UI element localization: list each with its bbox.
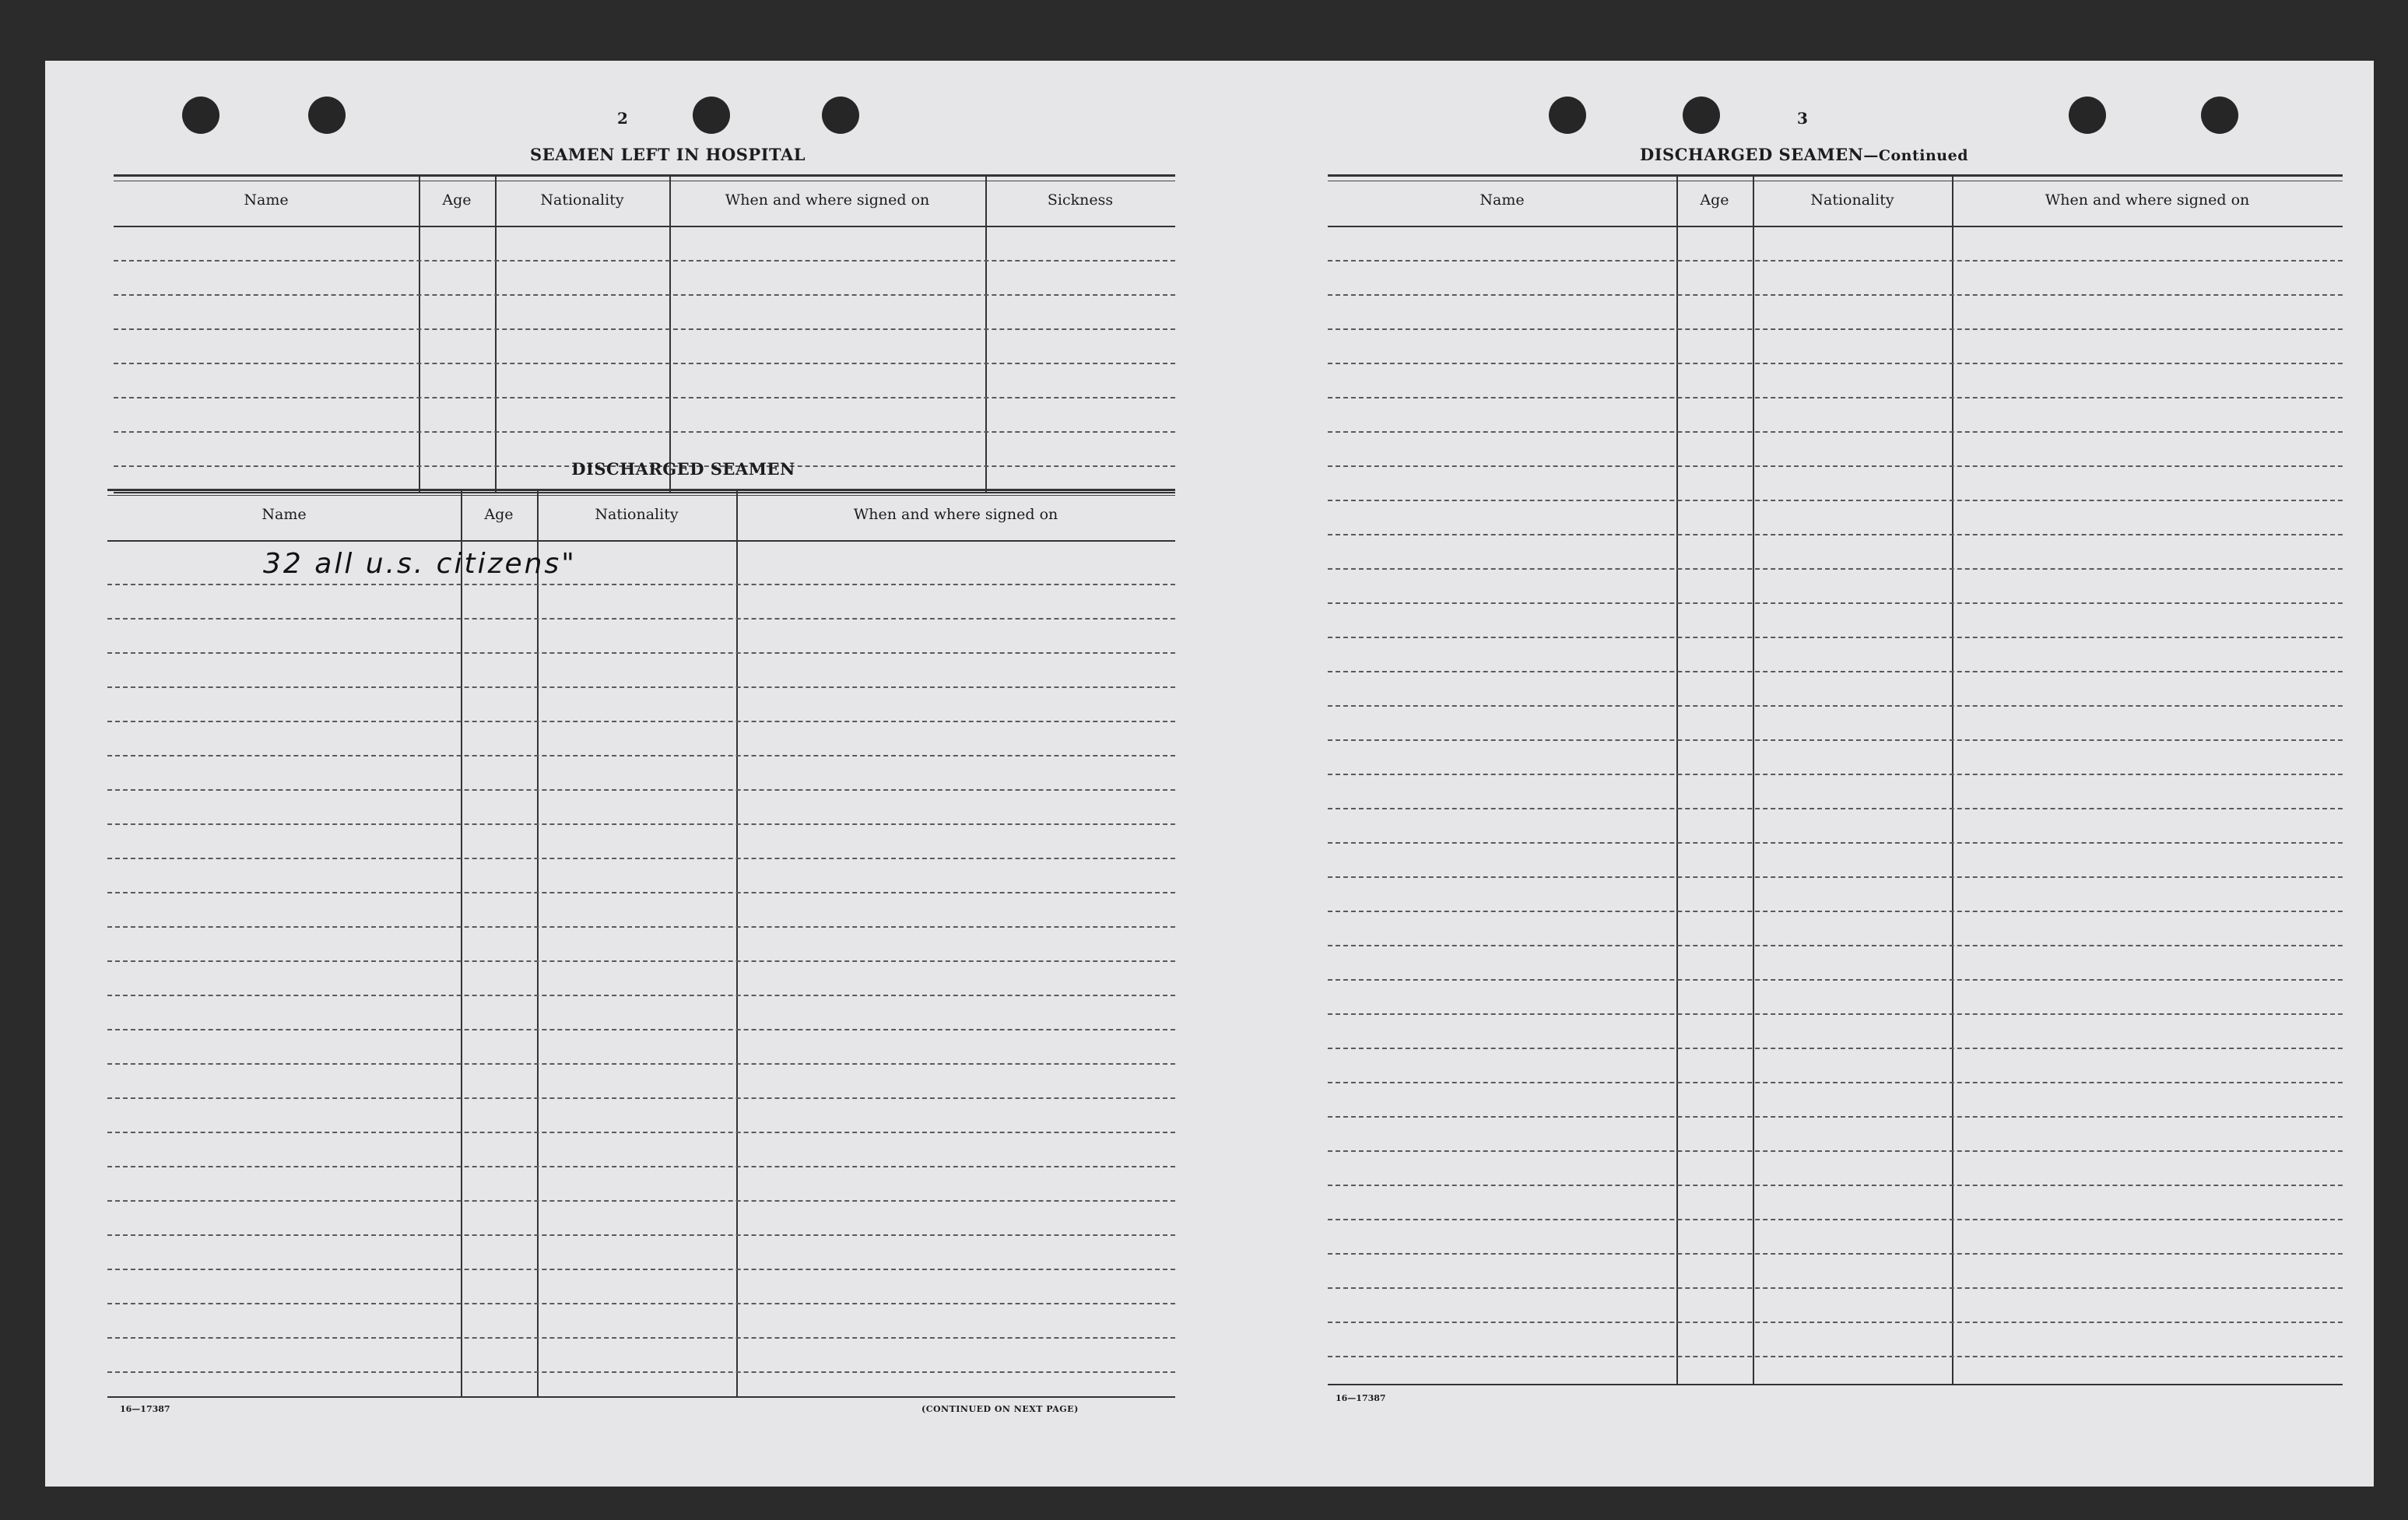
- hospital-table: [114, 174, 1175, 493]
- column-header-nationality: Nationality: [595, 506, 679, 523]
- hospital-section-title: SEAMEN LEFT IN HOSPITAL: [529, 145, 806, 164]
- continued-note: (CONTINUED ON NEXT PAGE): [921, 1404, 1079, 1414]
- column-header-sickness: Sickness: [1047, 191, 1114, 209]
- handwritten-entry: 32 all u.s. citizens": [263, 548, 577, 580]
- column-header-age: Age: [1700, 191, 1729, 209]
- column-header-age: Age: [442, 191, 472, 209]
- column-header-age: Age: [484, 506, 514, 523]
- page-number: 3: [1797, 109, 1808, 128]
- column-header-signed-on: When and where signed on: [725, 191, 930, 209]
- column-header-name: Name: [262, 506, 307, 523]
- column-header-nationality: Nationality: [1810, 191, 1894, 209]
- column-header-signed-on: When and where signed on: [2045, 191, 2250, 209]
- left-page: [45, 61, 1197, 1487]
- form-code: 16—17387: [1336, 1393, 1386, 1403]
- discharged-section-title: DISCHARGED SEAMEN: [571, 459, 795, 479]
- title-text: DISCHARGED SEAMEN: [1640, 145, 1864, 164]
- column-header-signed-on: When and where signed on: [853, 506, 1058, 523]
- right-page: [1259, 61, 2374, 1487]
- page-number: 2: [617, 109, 628, 128]
- column-header-name: Name: [1480, 191, 1525, 209]
- form-code: 16—17387: [120, 1404, 170, 1414]
- discharged-continued-title: [1524, 145, 2084, 164]
- discharged-table: [107, 489, 1175, 1398]
- column-header-name: Name: [244, 191, 289, 209]
- discharged-continued-table: [1328, 174, 2343, 1385]
- title-suffix: —Continued: [1863, 147, 1968, 164]
- column-header-nationality: Nationality: [540, 191, 624, 209]
- document-sheet: [45, 61, 2374, 1487]
